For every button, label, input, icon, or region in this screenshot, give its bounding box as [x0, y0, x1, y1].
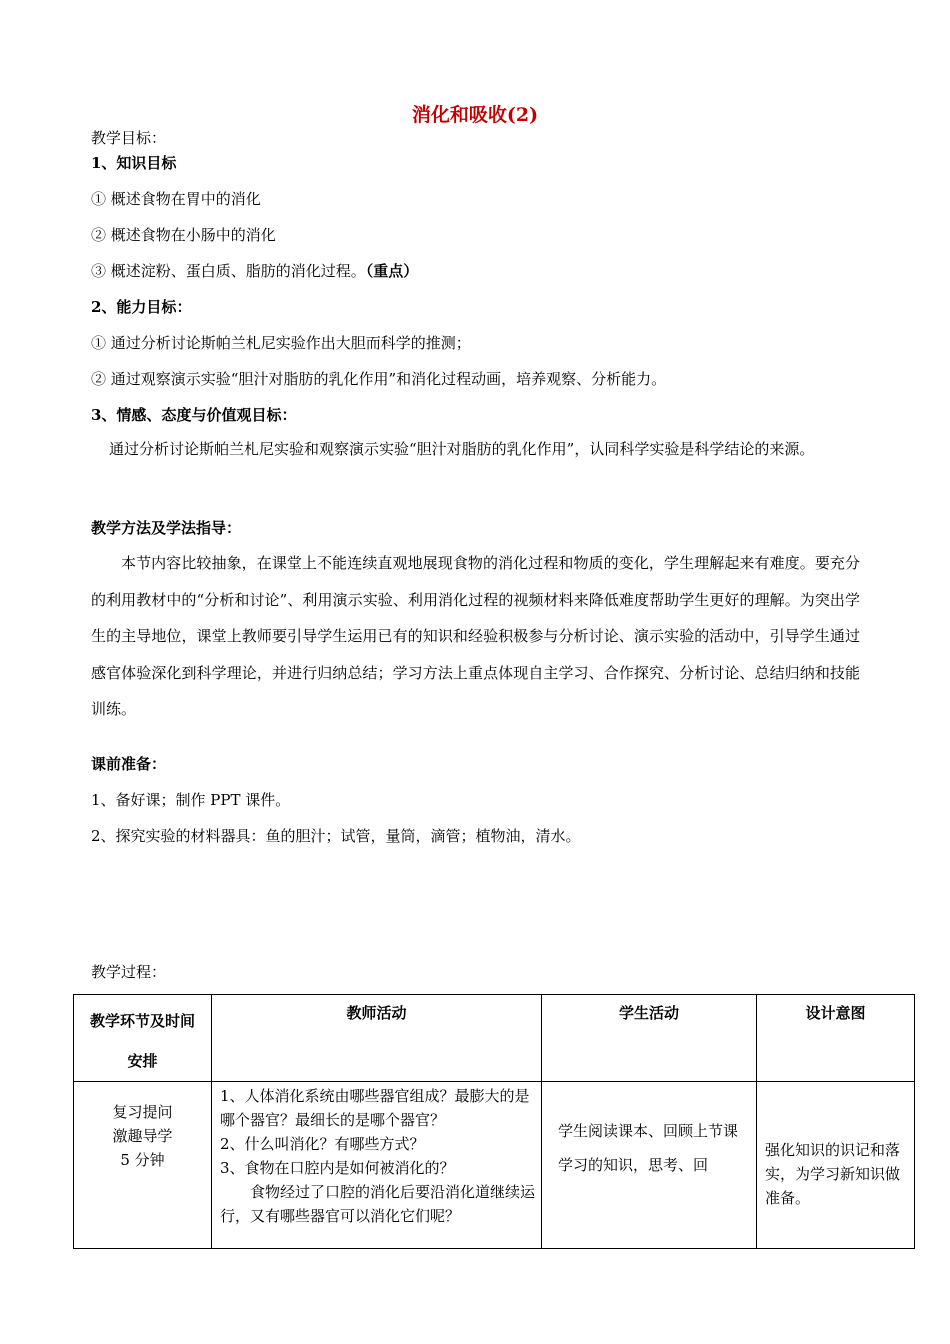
stage-cell	[74, 1082, 212, 1249]
objectives-label: 教学目标：	[91, 129, 167, 147]
knowledge-item: ③ 概述淀粉、蛋白质、脂肪的消化过程。（重点）	[91, 262, 419, 280]
ability-item: ② 通过观察演示实验“胆汁对脂肪的乳化作用”和消化过程动画，培养观察、分析能力。	[91, 370, 667, 388]
prep-heading: 课前准备：	[91, 755, 167, 773]
key-note: （重点）	[365, 262, 419, 280]
stage-line: 激趣导学	[112, 1127, 173, 1145]
emotion-text: 通过分析讨论斯帕兰札尼实验和观察演示实验“胆汁对脂肪的乳化作用”，认同科学实验是科学结论的来源。	[109, 440, 815, 458]
page-title: 消化和吸收(2)	[411, 104, 539, 126]
student-cell: 学生阅读课本、回顾上节课学习的知识，思考、回	[542, 1082, 757, 1249]
header-teacher: 教师活动	[212, 995, 542, 1082]
ability-heading: 2、能力目标：	[91, 298, 192, 316]
teacher-line: 1、人体消化系统由哪些器官组成？最膨大的是哪个器官？最细长的是哪个器官？	[220, 1087, 530, 1129]
prep-item: 2、探究实验的材料器具：鱼的胆汁；试管，量筒，滴管；植物油，清水。	[91, 827, 581, 845]
header-student: 学生活动	[542, 995, 757, 1082]
emotion-heading: 3、情感、态度与价值观目标：	[91, 406, 297, 424]
teacher-cell	[212, 1082, 542, 1249]
stage-line: 5 分钟	[120, 1151, 165, 1169]
prep-item: 1、备好课；制作 PPT 课件。	[91, 791, 291, 809]
methods-text: 本节内容比较抽象，在课堂上不能连续直观地展现食物的消化过程和物质的变化，学生理解起来有难度。要充分的利用教材中的“分析和讨论”、利用演示实验、利用消化过程的视频材料来降低难度帮助学生更好的理解。为突出学生的主导地位，课堂上教师要引导学生运用已有的知识和经验积极参与分析讨论、演示实验的活动中，引导学生通过感官体验深化到科学理论，并进行归纳总结；学习方法上重点体现自主学习、合作探究、分析讨论、总结归纳和技能训练。	[91, 554, 860, 718]
header-intent: 设计意图	[757, 995, 915, 1082]
table-header-row	[74, 995, 915, 1082]
teacher-line: 3、食物在口腔内是如何被消化的？	[220, 1159, 455, 1177]
stage-line: 复习提问	[112, 1103, 173, 1121]
knowledge-item: ② 概述食物在小肠中的消化	[91, 226, 276, 244]
table-row	[74, 1082, 915, 1249]
intent-cell: 强化知识的识记和落实，为学习新知识做准备。	[757, 1082, 915, 1249]
process-label: 教学过程：	[91, 963, 167, 981]
teacher-line: 食物经过了口腔的消化后要沿消化道继续运行，又有哪些器官可以消化它们呢？	[220, 1183, 536, 1225]
knowledge-heading: 1、知识目标	[91, 154, 177, 172]
process-table	[73, 994, 915, 1249]
teacher-line: 2、什么叫消化？有哪些方式？	[220, 1135, 425, 1153]
ability-item: ① 通过分析讨论斯帕兰札尼实验作出大胆而科学的推测；	[91, 334, 471, 352]
header-stage: 教学环节及时间安排	[74, 995, 212, 1082]
knowledge-item: ① 概述食物在胃中的消化	[91, 190, 261, 208]
methods-heading: 教学方法及学法指导：	[91, 519, 242, 537]
